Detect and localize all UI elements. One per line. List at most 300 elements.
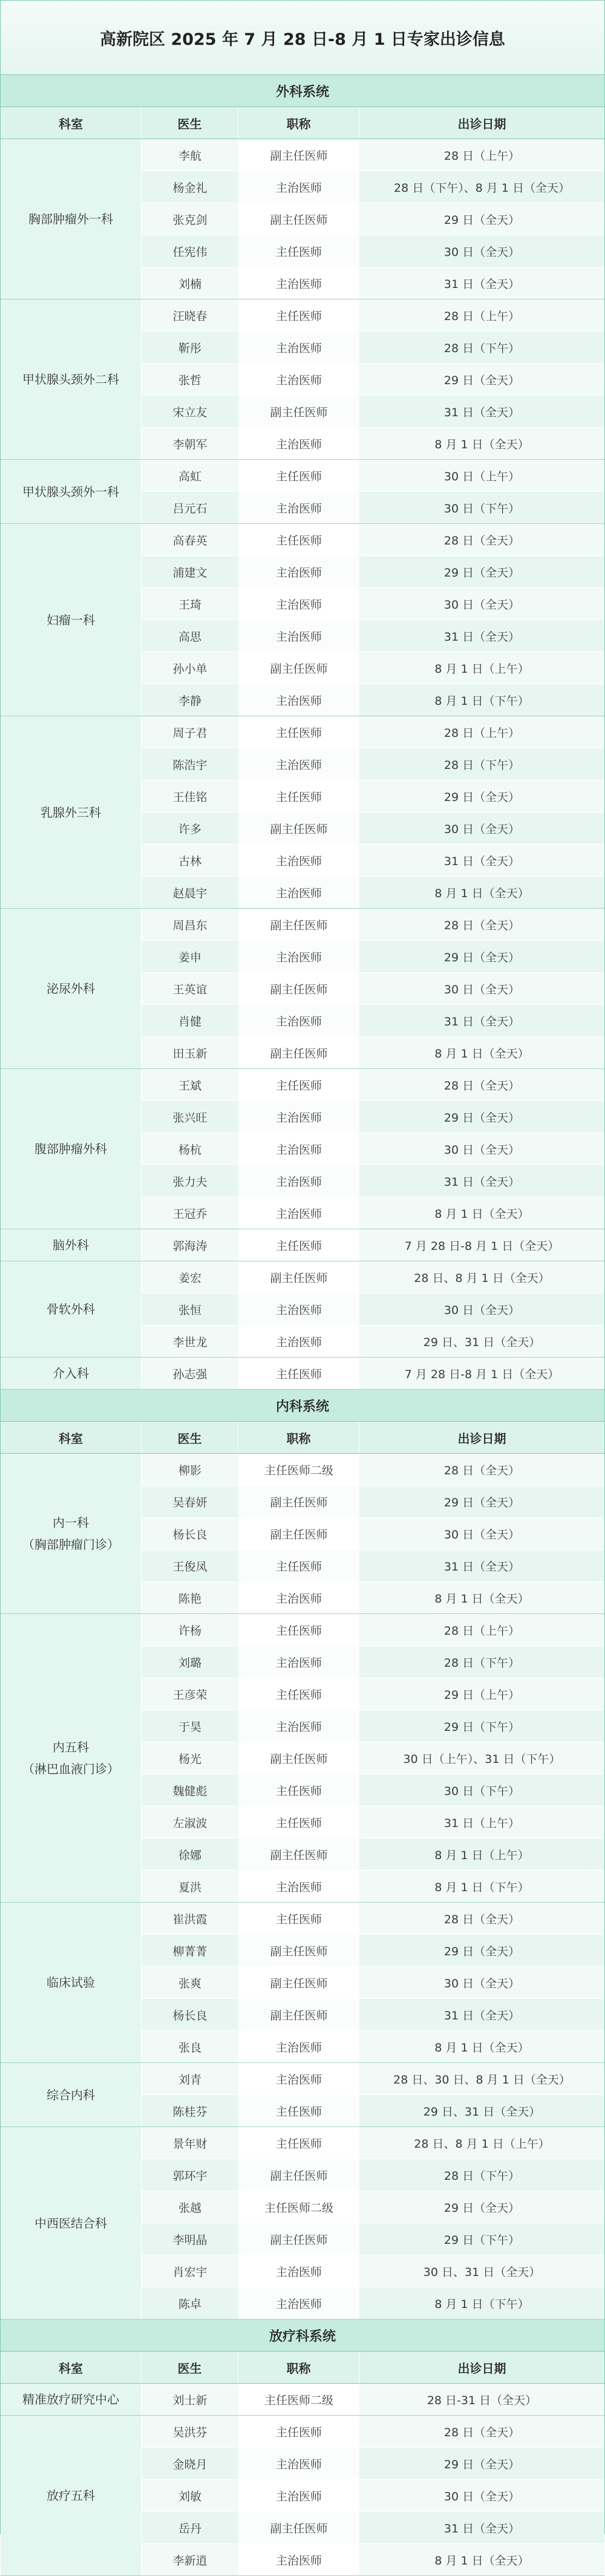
visit-dates: 31 日（全天） (443, 2522, 520, 2535)
doctor-title: 副主任医师 (238, 973, 359, 1004)
doctor-title: 主任医师 (238, 1550, 359, 1581)
column-header-row (1, 107, 604, 139)
department-block (1, 1358, 604, 1390)
doctor-title: 主治医师 (238, 2448, 359, 2479)
department-name (1, 1261, 142, 1357)
visit-dates: 7 月 28 日-8 月 1 日（全天） (404, 1239, 560, 1253)
visit-dates: 31 日（全天） (443, 2009, 520, 2022)
department-rows (142, 1454, 604, 1613)
department-name (1, 1614, 142, 1902)
table-row (142, 524, 604, 556)
department-name-line: 腹部肿瘤外科 (34, 1142, 107, 1156)
department-name-line: 综合内科 (47, 2087, 95, 2102)
doctor-title: 主治医师 (238, 1582, 359, 1613)
department-rows (142, 299, 604, 459)
doctor-title: 主任医师 (238, 1358, 359, 1389)
department-rows (142, 2063, 604, 2127)
table-row (142, 299, 604, 332)
department-name-line: 内一科 (53, 1515, 89, 1530)
visit-dates: 8 月 1 日（全天） (434, 1207, 529, 1221)
doctor-name: 高春英 (172, 534, 208, 548)
visit-dates: 30 日（全天） (443, 245, 520, 259)
table-row (142, 2416, 604, 2448)
doctor-name: 杨长良 (172, 2009, 208, 2022)
doctor-name: 王琦 (178, 598, 201, 612)
doctor-name: 吕元石 (172, 502, 208, 515)
doctor-title: 副主任医师 (238, 139, 359, 171)
doctor-title: 主任医师 (238, 524, 359, 555)
doctor-title: 副主任医师 (238, 203, 359, 235)
department-rows (142, 1614, 604, 1902)
table-row (142, 1614, 604, 1646)
visit-dates: 31 日（全天） (443, 1175, 520, 1189)
department-name-line: 中西医结合科 (34, 2215, 107, 2231)
visit-dates: 30 日、31 日（全天） (423, 2265, 541, 2279)
visit-dates: 29 日（全天） (443, 790, 520, 804)
doctor-name: 王斌 (178, 1079, 201, 1093)
department-name-line: 骨软外科 (47, 1302, 95, 1316)
department-name (1, 1229, 142, 1261)
table-row (142, 2095, 604, 2127)
doctor-name: 田玉新 (172, 1047, 208, 1061)
doctor-name: 于昊 (178, 1720, 201, 1734)
department-rows (142, 1261, 604, 1357)
doctor-name: 许杨 (178, 1624, 201, 1638)
doctor-title: 主任医师 (238, 2127, 359, 2159)
doctor-name: 任宪伟 (172, 245, 208, 259)
visit-dates: 31 日（全天） (443, 854, 520, 868)
department-name-line: 妇瘤一科 (47, 612, 95, 627)
visit-dates: 29 日（全天） (443, 2457, 520, 2471)
department-block (1, 1454, 604, 1614)
doctor-title: 主治医师 (238, 1326, 359, 1357)
doctor-title: 主治医师 (238, 1710, 359, 1742)
doctor-name: 王佳铭 (172, 790, 208, 804)
table-row (142, 620, 604, 652)
visit-dates: 30 日（上午）、31 日（下午） (403, 1752, 561, 1766)
department-rows (142, 2384, 604, 2415)
table-row (142, 1197, 604, 1229)
doctor-title: 主治医师 (238, 1871, 359, 1902)
doctor-title: 副主任医师 (238, 1261, 359, 1293)
doctor-name: 刘楠 (178, 277, 201, 291)
doctor-name: 柳影 (178, 1463, 201, 1477)
doctor-title: 主任医师 (238, 780, 359, 812)
visit-dates: 8 月 1 日（全天） (434, 2041, 529, 2055)
doctor-name: 夏洪 (178, 1880, 201, 1894)
doctor-name: 柳菁菁 (172, 1944, 208, 1958)
doctor-name: 张兴旺 (172, 1111, 208, 1125)
department-block (1, 139, 604, 299)
table-row (142, 1037, 604, 1068)
doctor-title: 主治医师 (238, 845, 359, 876)
doctor-name: 王冠乔 (172, 1207, 208, 1221)
table-row (142, 1005, 604, 1037)
department-block (1, 1614, 604, 1903)
doctor-title: 主治医师 (238, 556, 359, 587)
visit-dates: 28 日（下午） (443, 341, 520, 355)
doctor-title: 主任医师 (238, 460, 359, 491)
department-name (1, 2416, 142, 2575)
doctor-title: 主任医师 (238, 1069, 359, 1100)
doctor-name: 高虹 (178, 469, 201, 483)
visit-dates: 28 日、8 月 1 日（上午） (414, 2137, 550, 2151)
table-row (142, 1454, 604, 1486)
doctor-title: 主任医师 (238, 1229, 359, 1261)
table-row (142, 396, 604, 428)
visit-dates: 29 日（上午） (443, 1688, 520, 1702)
doctor-title: 主治医师 (238, 2480, 359, 2511)
doctor-title: 主治医师 (238, 620, 359, 652)
department-name-line: 泌尿外科 (47, 981, 95, 996)
visit-dates: 30 日（全天） (443, 598, 520, 612)
table-row (142, 139, 604, 171)
visit-dates: 8 月 1 日（下午） (434, 1880, 529, 1894)
table-row (142, 332, 604, 364)
doctor-name: 汪晓春 (172, 309, 208, 323)
doctor-title: 主治医师 (238, 2544, 359, 2575)
visit-dates: 30 日（下午） (443, 502, 520, 515)
doctor-name: 左淑波 (172, 1816, 208, 1830)
department-name-line: 介入科 (53, 1366, 89, 1381)
column-header-dept: 科室 (1, 2352, 142, 2383)
doctor-title: 主任医师 (238, 2095, 359, 2127)
visit-dates: 31 日（全天） (443, 277, 520, 291)
doctor-title: 主治医师 (238, 1646, 359, 1678)
table-row (142, 428, 604, 459)
department-name-line: （淋巴血液门诊） (22, 1762, 119, 1776)
department-name-line: 临床试验 (47, 1975, 95, 1990)
visit-dates: 30 日（全天） (443, 1303, 520, 1317)
doctor-title: 主任医师 (238, 1903, 359, 1934)
table-row (142, 2127, 604, 2159)
visit-dates: 30 日（全天） (443, 1528, 520, 1541)
doctor-title: 副主任医师 (238, 909, 359, 940)
doctor-title: 主治医师 (238, 877, 359, 908)
table-row (142, 171, 604, 203)
department-name (1, 299, 142, 459)
doctor-title: 副主任医师 (238, 652, 359, 684)
doctor-name: 许多 (178, 822, 201, 836)
column-header-doctor: 医生 (142, 1422, 238, 1453)
visit-dates: 30 日（全天） (443, 1143, 520, 1157)
doctor-title: 主任医师二级 (238, 1454, 359, 1485)
doctor-title: 主治医师 (238, 748, 359, 780)
doctor-title: 副主任医师 (238, 1999, 359, 2030)
department-rows (142, 139, 604, 299)
visit-dates: 30 日（下午） (443, 1784, 520, 1798)
column-header-row (1, 1422, 604, 1454)
doctor-name: 陈浩宇 (172, 758, 208, 772)
visit-dates: 29 日（全天） (443, 2201, 520, 2215)
doctor-name: 岳丹 (178, 2522, 201, 2535)
column-header-dept: 科室 (1, 107, 142, 139)
visit-dates: 28 日（下午）、8 月 1 日（全天） (393, 181, 570, 195)
doctor-title: 主任医师 (238, 716, 359, 748)
visit-dates: 29 日（全天） (443, 213, 520, 227)
doctor-name: 古林 (178, 854, 201, 868)
doctor-name: 陈艳 (178, 1592, 201, 1606)
department-name (1, 2063, 142, 2127)
table-row (142, 812, 604, 845)
department-name-line: 脑外科 (53, 1238, 89, 1252)
visit-dates: 7 月 28 日-8 月 1 日（全天） (404, 1367, 560, 1381)
table-row (142, 1165, 604, 1197)
visit-dates: 28 日（上午） (443, 726, 520, 740)
table-row (142, 1903, 604, 1935)
doctor-name: 王英谊 (172, 982, 208, 996)
visit-dates: 28 日（下午） (443, 758, 520, 772)
doctor-name: 刘青 (178, 2073, 201, 2087)
doctor-name: 景年财 (172, 2137, 208, 2151)
table-row (142, 780, 604, 812)
department-block (1, 2384, 604, 2416)
doctor-title: 主治医师 (238, 428, 359, 459)
doctor-title: 主任医师 (238, 1678, 359, 1710)
table-row (142, 716, 604, 748)
visit-dates: 29 日（下午） (443, 2233, 520, 2247)
visit-dates: 30 日（全天） (443, 822, 520, 836)
department-name (1, 2384, 142, 2415)
table-row (142, 1582, 604, 1613)
doctor-name: 李朝军 (172, 437, 208, 451)
doctor-title: 副主任医师 (238, 2159, 359, 2191)
visit-dates: 31 日（全天） (443, 1015, 520, 1028)
doctor-title: 主任医师二级 (238, 2191, 359, 2223)
column-header-row (1, 2352, 604, 2384)
doctor-name: 崔洪霞 (172, 1912, 208, 1926)
doctor-name: 靳彤 (178, 341, 201, 355)
table-row (142, 1069, 604, 1101)
doctor-title: 主治医师 (238, 492, 359, 523)
table-row (142, 2512, 604, 2544)
doctor-name: 刘璐 (178, 1656, 201, 1670)
department-rows (142, 1069, 604, 1229)
doctor-title: 主任医师 (238, 1614, 359, 1646)
doctor-title: 主治医师 (238, 267, 359, 299)
doctor-title: 副主任医师 (238, 2512, 359, 2543)
table-row (142, 1871, 604, 1902)
doctor-name: 宋立友 (172, 405, 208, 419)
table-row (142, 556, 604, 588)
department-name (1, 460, 142, 523)
table-row (142, 1999, 604, 2031)
doctor-name: 张良 (178, 2041, 201, 2055)
visit-dates: 28 日（下午） (443, 2169, 520, 2183)
department-name (1, 909, 142, 1068)
table-row (142, 2287, 604, 2319)
doctor-name: 杨光 (178, 1752, 201, 1766)
page-title: 高新院区 2025 年 7 月 28 日-8 月 1 日专家出诊信息 (1, 1, 604, 75)
doctor-name: 孙小单 (172, 662, 208, 676)
doctor-name: 吴春妍 (172, 1496, 208, 1509)
visit-dates: 29 日（全天） (443, 373, 520, 387)
doctor-name: 张恒 (178, 1303, 201, 1317)
table-row (142, 2448, 604, 2480)
table-row (142, 203, 604, 235)
visit-dates: 30 日（上午） (443, 469, 520, 483)
table-row (142, 1358, 604, 1389)
schedule-section (1, 1390, 604, 2319)
department-name-line: 放疗五科 (47, 2488, 95, 2503)
schedule-sections (1, 75, 604, 2576)
visit-dates: 29 日（全天） (443, 566, 520, 580)
doctor-name: 李明晶 (172, 2233, 208, 2247)
doctor-title: 副主任医师 (238, 1037, 359, 1068)
table-row (142, 1293, 604, 1326)
column-header-doctor: 医生 (142, 2352, 238, 2383)
doctor-name: 姜申 (178, 950, 201, 964)
table-row (142, 1133, 604, 1165)
department-name (1, 524, 142, 716)
section-heading: 内科系统 (1, 1390, 604, 1422)
department-block (1, 1903, 604, 2063)
table-row (142, 941, 604, 973)
department-block (1, 299, 604, 460)
department-name (1, 1069, 142, 1229)
doctor-name: 杨长良 (172, 1528, 208, 1541)
doctor-name: 郭海涛 (172, 1239, 208, 1253)
doctor-title: 主任医师 (238, 1774, 359, 1806)
department-rows (142, 716, 604, 908)
table-row (142, 1550, 604, 1582)
table-row (142, 973, 604, 1005)
visit-dates: 8 月 1 日（全天） (434, 437, 529, 451)
column-header-title: 职称 (238, 107, 359, 139)
doctor-name: 徐娜 (178, 1848, 201, 1862)
department-name (1, 1903, 142, 2062)
visit-dates: 8 月 1 日（全天） (434, 1047, 529, 1061)
doctor-name: 浦建文 (172, 566, 208, 580)
table-row (142, 1229, 604, 1261)
table-row (142, 460, 604, 492)
visit-dates: 8 月 1 日（上午） (434, 1848, 529, 1862)
schedule-section (1, 75, 604, 1390)
department-rows (142, 2416, 604, 2575)
department-rows (142, 524, 604, 716)
table-row (142, 748, 604, 780)
doctor-name: 李世龙 (172, 1335, 208, 1349)
visit-dates: 29 日、31 日（全天） (423, 2105, 541, 2119)
doctor-name: 魏健彪 (172, 1784, 208, 1798)
doctor-title: 主任医师 (238, 2416, 359, 2447)
column-header-doctor: 医生 (142, 107, 238, 139)
department-name-line: （胸部肿瘤门诊） (22, 1537, 119, 1552)
doctor-title: 主治医师 (238, 1101, 359, 1133)
visit-dates: 28 日-31 日（全天） (427, 2393, 537, 2407)
table-row (142, 364, 604, 396)
doctor-title: 副主任医师 (238, 1518, 359, 1549)
doctor-name: 赵晨宇 (172, 886, 208, 900)
table-row (142, 2544, 604, 2575)
doctor-title: 主治医师 (238, 2031, 359, 2062)
visit-dates: 29 日（全天） (443, 1944, 520, 1958)
visit-dates: 31 日（上午） (443, 1816, 520, 1830)
doctor-title: 主治医师 (238, 1133, 359, 1165)
table-row (142, 267, 604, 299)
department-name (1, 1358, 142, 1389)
doctor-name: 张越 (178, 2201, 201, 2215)
department-rows (142, 1358, 604, 1389)
doctor-name: 张哲 (178, 373, 201, 387)
doctor-title: 副主任医师 (238, 1935, 359, 1966)
department-name (1, 139, 142, 299)
table-row (142, 588, 604, 620)
table-row (142, 845, 604, 877)
doctor-name: 姜宏 (178, 1271, 201, 1285)
doctor-name: 张克剑 (172, 213, 208, 227)
column-header-dates: 出诊日期 (457, 116, 506, 131)
visit-dates: 28 日（全天） (443, 534, 520, 548)
doctor-title: 主任医师二级 (238, 2384, 359, 2415)
doctor-name: 金晓月 (172, 2457, 208, 2471)
doctor-name: 杨杭 (178, 1143, 201, 1157)
doctor-title: 主治医师 (238, 1005, 359, 1036)
department-rows (142, 460, 604, 523)
doctor-name: 李航 (178, 149, 201, 163)
department-name (1, 1454, 142, 1613)
column-header-title: 职称 (238, 1422, 359, 1453)
doctor-name: 周子君 (172, 726, 208, 740)
table-row (142, 2255, 604, 2287)
doctor-title: 主治医师 (238, 332, 359, 363)
doctor-title: 主治医师 (238, 2063, 359, 2094)
visit-dates: 30 日（全天） (443, 2489, 520, 2503)
doctor-name: 王俊凤 (172, 1560, 208, 1574)
doctor-title: 主治医师 (238, 171, 359, 203)
table-row (142, 1806, 604, 1839)
visit-dates: 30 日（全天） (443, 982, 520, 996)
department-block (1, 2127, 604, 2319)
table-row (142, 1678, 604, 1710)
table-row (142, 1967, 604, 1999)
doctor-name: 李静 (178, 694, 201, 708)
table-row (142, 909, 604, 941)
visit-dates: 29 日、31 日（全天） (423, 1335, 541, 1349)
table-row (142, 2031, 604, 2062)
visit-dates: 31 日（全天） (443, 405, 520, 419)
doctor-title: 副主任医师 (238, 812, 359, 844)
table-row (142, 1261, 604, 1293)
department-block (1, 2063, 604, 2127)
table-row (142, 684, 604, 716)
department-block (1, 1229, 604, 1261)
doctor-name: 张力夫 (172, 1175, 208, 1189)
doctor-title: 主治医师 (238, 1293, 359, 1325)
doctor-title: 副主任医师 (238, 2223, 359, 2255)
visit-dates: 8 月 1 日（全天） (434, 2554, 529, 2568)
table-row (142, 877, 604, 908)
doctor-name: 张爽 (178, 1976, 201, 1990)
visit-dates: 29 日（下午） (443, 1720, 520, 1734)
doctor-title: 副主任医师 (238, 1967, 359, 1998)
visit-dates: 28 日（下午） (443, 1656, 520, 1670)
table-row (142, 2480, 604, 2512)
column-header-title: 职称 (238, 2352, 359, 2383)
visit-dates: 8 月 1 日（上午） (434, 662, 529, 676)
doctor-title: 主治医师 (238, 1197, 359, 1229)
table-row (142, 1742, 604, 1774)
column-header-dates: 出诊日期 (457, 2361, 506, 2376)
department-rows (142, 2127, 604, 2319)
doctor-name: 高思 (178, 630, 201, 644)
department-name-line: 甲状腺头颈外一科 (22, 484, 119, 499)
department-block (1, 524, 604, 716)
table-row (142, 2384, 604, 2415)
visit-dates: 31 日（全天） (443, 1560, 520, 1574)
visit-dates: 8 月 1 日（全天） (434, 1592, 529, 1606)
doctor-title: 主任医师 (238, 1806, 359, 1838)
